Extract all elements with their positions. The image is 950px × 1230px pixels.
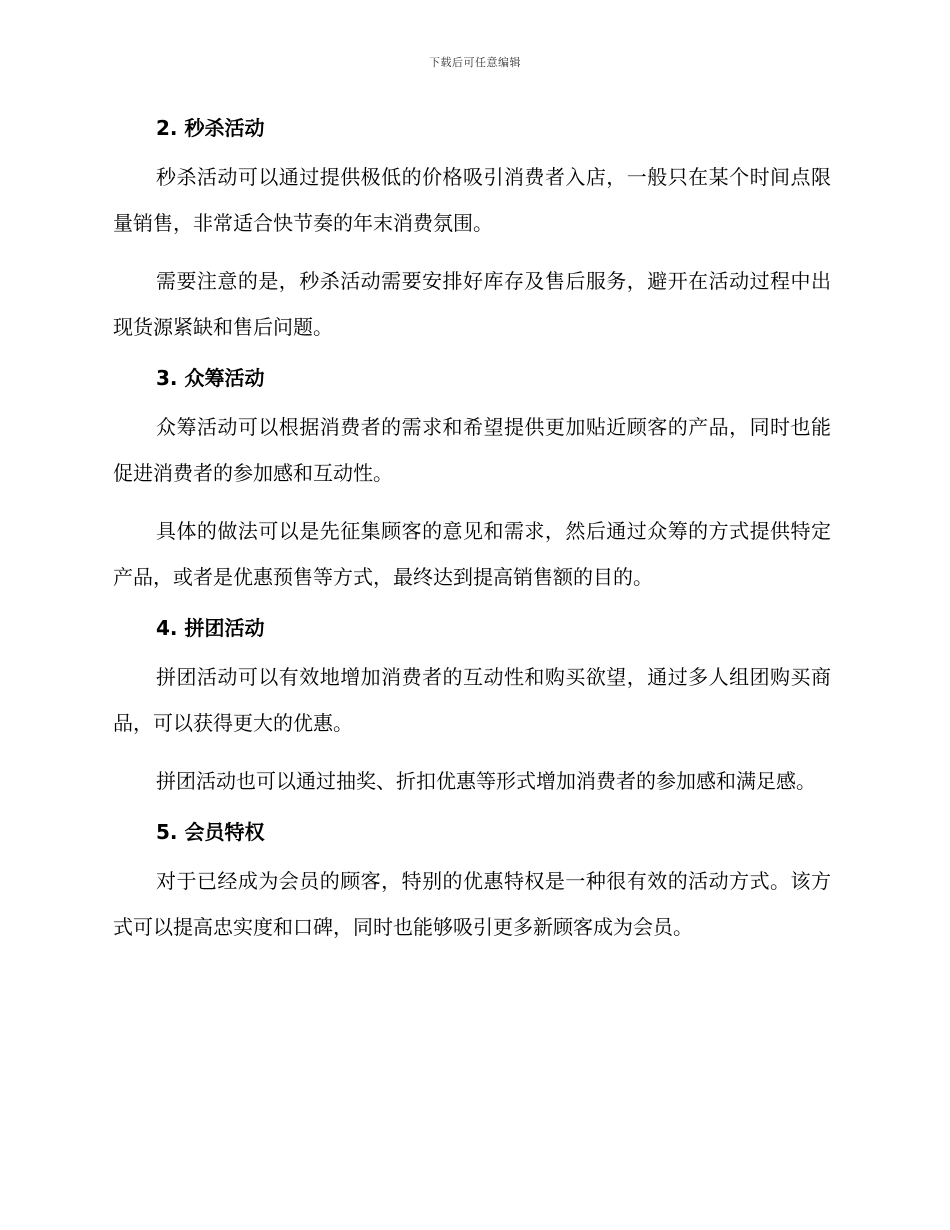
section-heading: 5. 会员特权: [156, 820, 265, 844]
paragraph: 拼团活动可以有效地增加消费者的互动性和购买欲望，通过多人组团购买商品，可以获得更大的优惠。: [113, 665, 831, 735]
section-group-buy: [113, 612, 831, 804]
paragraph: 需要注意的是，秒杀活动需要安排好库存及售后服务，避开在活动过程中出现货源紧缺和售后问题。: [113, 269, 831, 339]
section-heading: 3. 众筹活动: [156, 366, 265, 390]
paragraph: 对于已经成为会员的顾客，特别的优惠特权是一种很有效的活动方式。该方式可以提高忠实度和口碑，同时也能够吸引更多新顾客成为会员。: [113, 869, 831, 939]
document-body: [113, 112, 831, 950]
section-heading: 2. 秒杀活动: [156, 116, 265, 140]
section-heading: 4. 拼团活动: [156, 616, 265, 640]
section-crowdfunding: [113, 362, 831, 600]
header-note: 下载后可任意编辑: [429, 56, 521, 69]
paragraph: 秒杀活动可以通过提供极低的价格吸引消费者入店，一般只在某个时间点限量销售，非常适合快节奏的年末消费氛围。: [113, 165, 831, 235]
paragraph: 具体的做法可以是先征集顾客的意见和需求，然后通过众筹的方式提供特定产品，或者是优惠预售等方式，最终达到提高销售额的目的。: [113, 519, 831, 589]
paragraph: 众筹活动可以根据消费者的需求和希望提供更加贴近顾客的产品，同时也能促进消费者的参加感和互动性。: [113, 415, 831, 485]
section-flash-sale: [113, 112, 831, 350]
paragraph: 拼团活动也可以通过抽奖、折扣优惠等形式增加消费者的参加感和满足感。: [156, 769, 816, 793]
section-member-privileges: [113, 816, 831, 950]
